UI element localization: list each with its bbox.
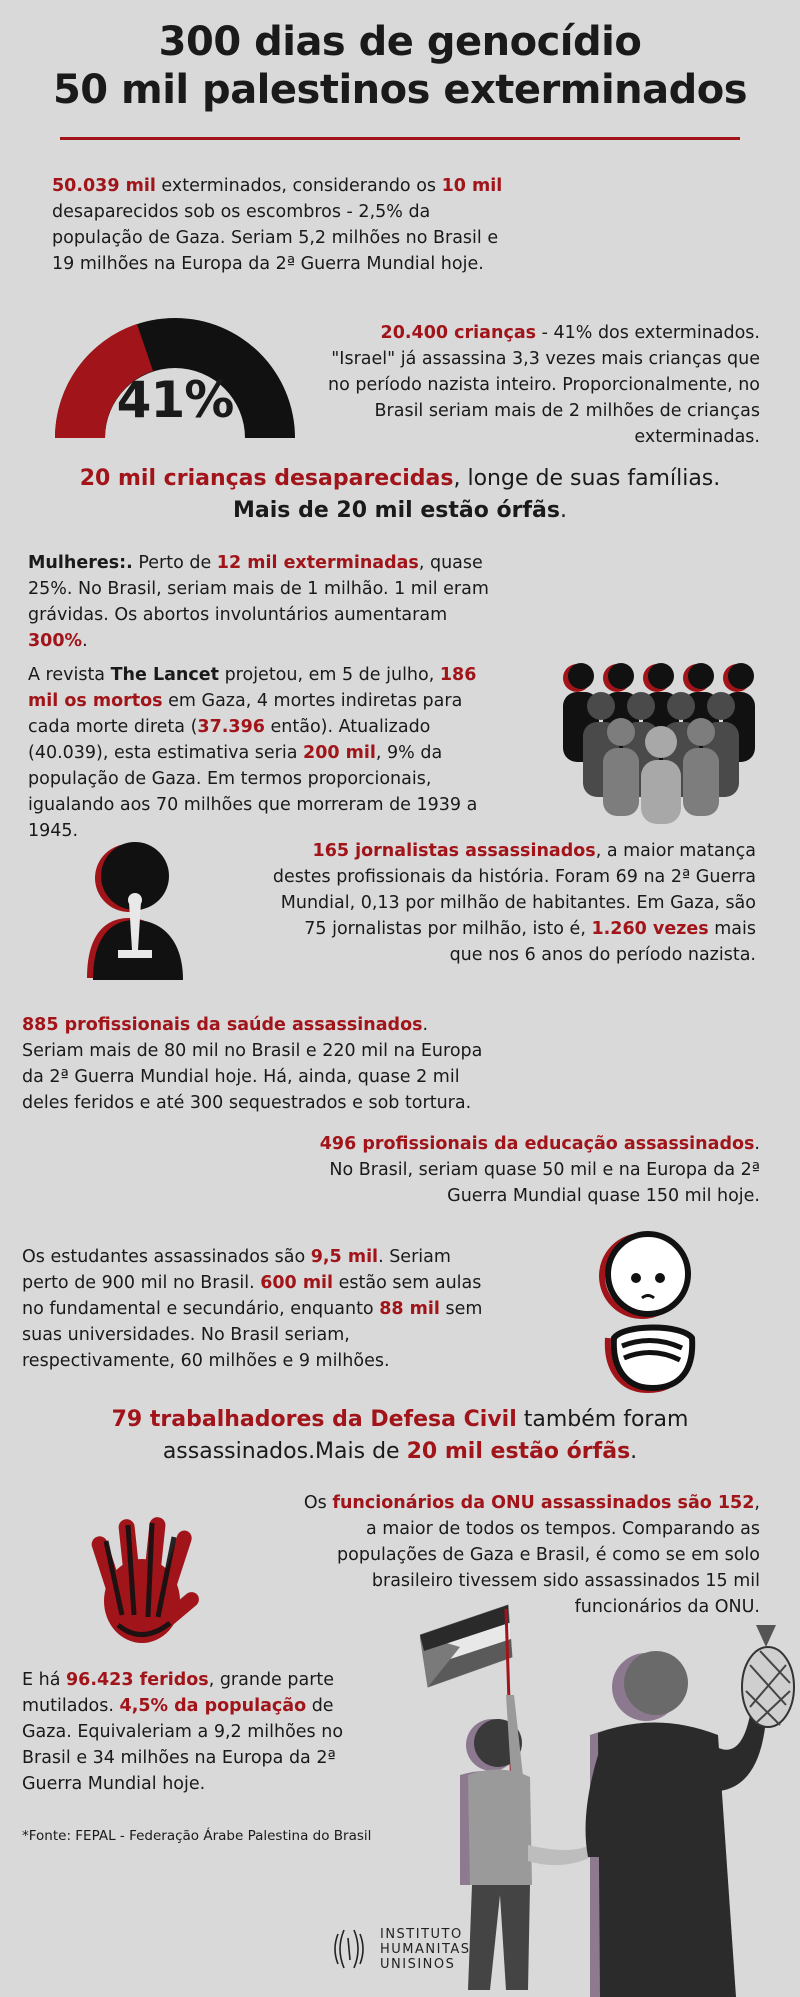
missing-children-paragraph: 20 mil crianças desaparecidas, longe de suas famílias. Mais de 20 mil estão órfãs.: [79, 466, 721, 523]
exterminated-paragraph: 50.039 mil exterminados, considerando os 10 mil desaparecidos sob os escombros - 2,5% da população de Gaza. Seriam 5,2 milhões no Brasil e 19 milhões na Europa da 2ª Guerra Mundial hoje.: [52, 176, 503, 274]
civil-defense-paragraph: 79 trabalhadores da Defesa Civil também foram assassinados.Mais de 20 mil estão órfãs.: [111, 1407, 689, 1464]
flag: [420, 1605, 512, 1687]
journalists-paragraph: 165 jornalistas assassinados, a maior matança destes profissionais da história. Foram 69 na 2ª Guerra Mundial, 0,13 por milhão de habitantes. Em Gaza, são 75 jornalistas por milhão, isto é, 1.260 vezes mais que nos 6 anos do período nazista.: [272, 841, 756, 965]
source-note: *Fonte: FEPAL - Federação Árabe Palestina do Brasil: [22, 1828, 372, 1844]
humanitas-logo: [328, 1920, 488, 1980]
children-paragraph: 20.400 crianças - 41% dos exterminados. "Israel" já assassina 3,3 vezes mais crianças que no período nazista inteiro. Proporcionalmente, no Brasil seriam mais de 2 milhões de crianças exterminadas.: [328, 323, 760, 447]
title-line-1: 300 dias de genocídio: [158, 19, 642, 65]
health-paragraph: 885 profissionais da saúde assassinados. Seriam mais de 80 mil no Brasil e 220 mil na Europa da 2ª Guerra Mundial hoje. Há, ainda, quase 2 mil deles feridos e até 300 sequestrados e sob tortura.: [22, 1015, 483, 1113]
title-line-2: 50 mil palestinos exterminados: [52, 67, 748, 113]
education-paragraph: 496 profissionais da educação assassinados. No Brasil, seriam quase 50 mil e na Europa da 2ª Guerra Mundial quase 150 mil hoje.: [319, 1134, 760, 1206]
lancet-paragraph: A revista The Lancet projetou, em 5 de julho, 186 mil os mortos em Gaza, 4 mortes indiretas para cada morte direta (37.396 então). Atualizado (40.039), esta estimativa seria 200 mil, 9% da população de Gaza. Em termos proporcionais, igualando aos 70 milhões que morreram de 1939 a 1945.: [28, 665, 478, 841]
un-staff-paragraph: Os funcionários da ONU assassinados são 152, a maior de todos os tempos. Comparando as populações de Gaza e Brasil, é como se em solo brasileiro tivessem sido assassinados 15 mil funcionários da ONU.: [303, 1493, 760, 1617]
students-paragraph: Os estudantes assassinados são 9,5 mil. Seriam perto de 900 mil no Brasil. 600 mil estão sem aulas no fundamental e secundário, enquanto 88 mil sem suas universidades. No Brasil seriam, respectivamente, 60 milhões e 9 milhões.: [22, 1247, 483, 1371]
page-title: [0, 18, 800, 114]
wounded-paragraph: E há 96.423 feridos, grande parte mutilados. 4,5% da população de Gaza. Equivaleriam a 9,2 milhões no Brasil e 34 milhões na Europa da 2ª Guerra Mundial hoje.: [22, 1670, 344, 1794]
women-paragraph: Mulheres:. Perto de 12 mil exterminadas, quase 25%. No Brasil, seriam mais de 1 milhão. 1 mil eram grávidas. Os abortos involuntários aumentaram 300%.: [28, 553, 489, 651]
journalist-icon: [85, 840, 205, 980]
gauge-label: 41%: [116, 371, 234, 429]
sad-child-icon: [590, 1228, 710, 1398]
title-divider: [60, 137, 740, 140]
bloody-hand-icon: [70, 1505, 220, 1655]
logo-text: INSTITUTO HUMANITAS UNISINOS: [380, 1927, 471, 1972]
crowd-icon: [555, 660, 755, 825]
humanitas-logo-icon: [328, 1926, 370, 1972]
